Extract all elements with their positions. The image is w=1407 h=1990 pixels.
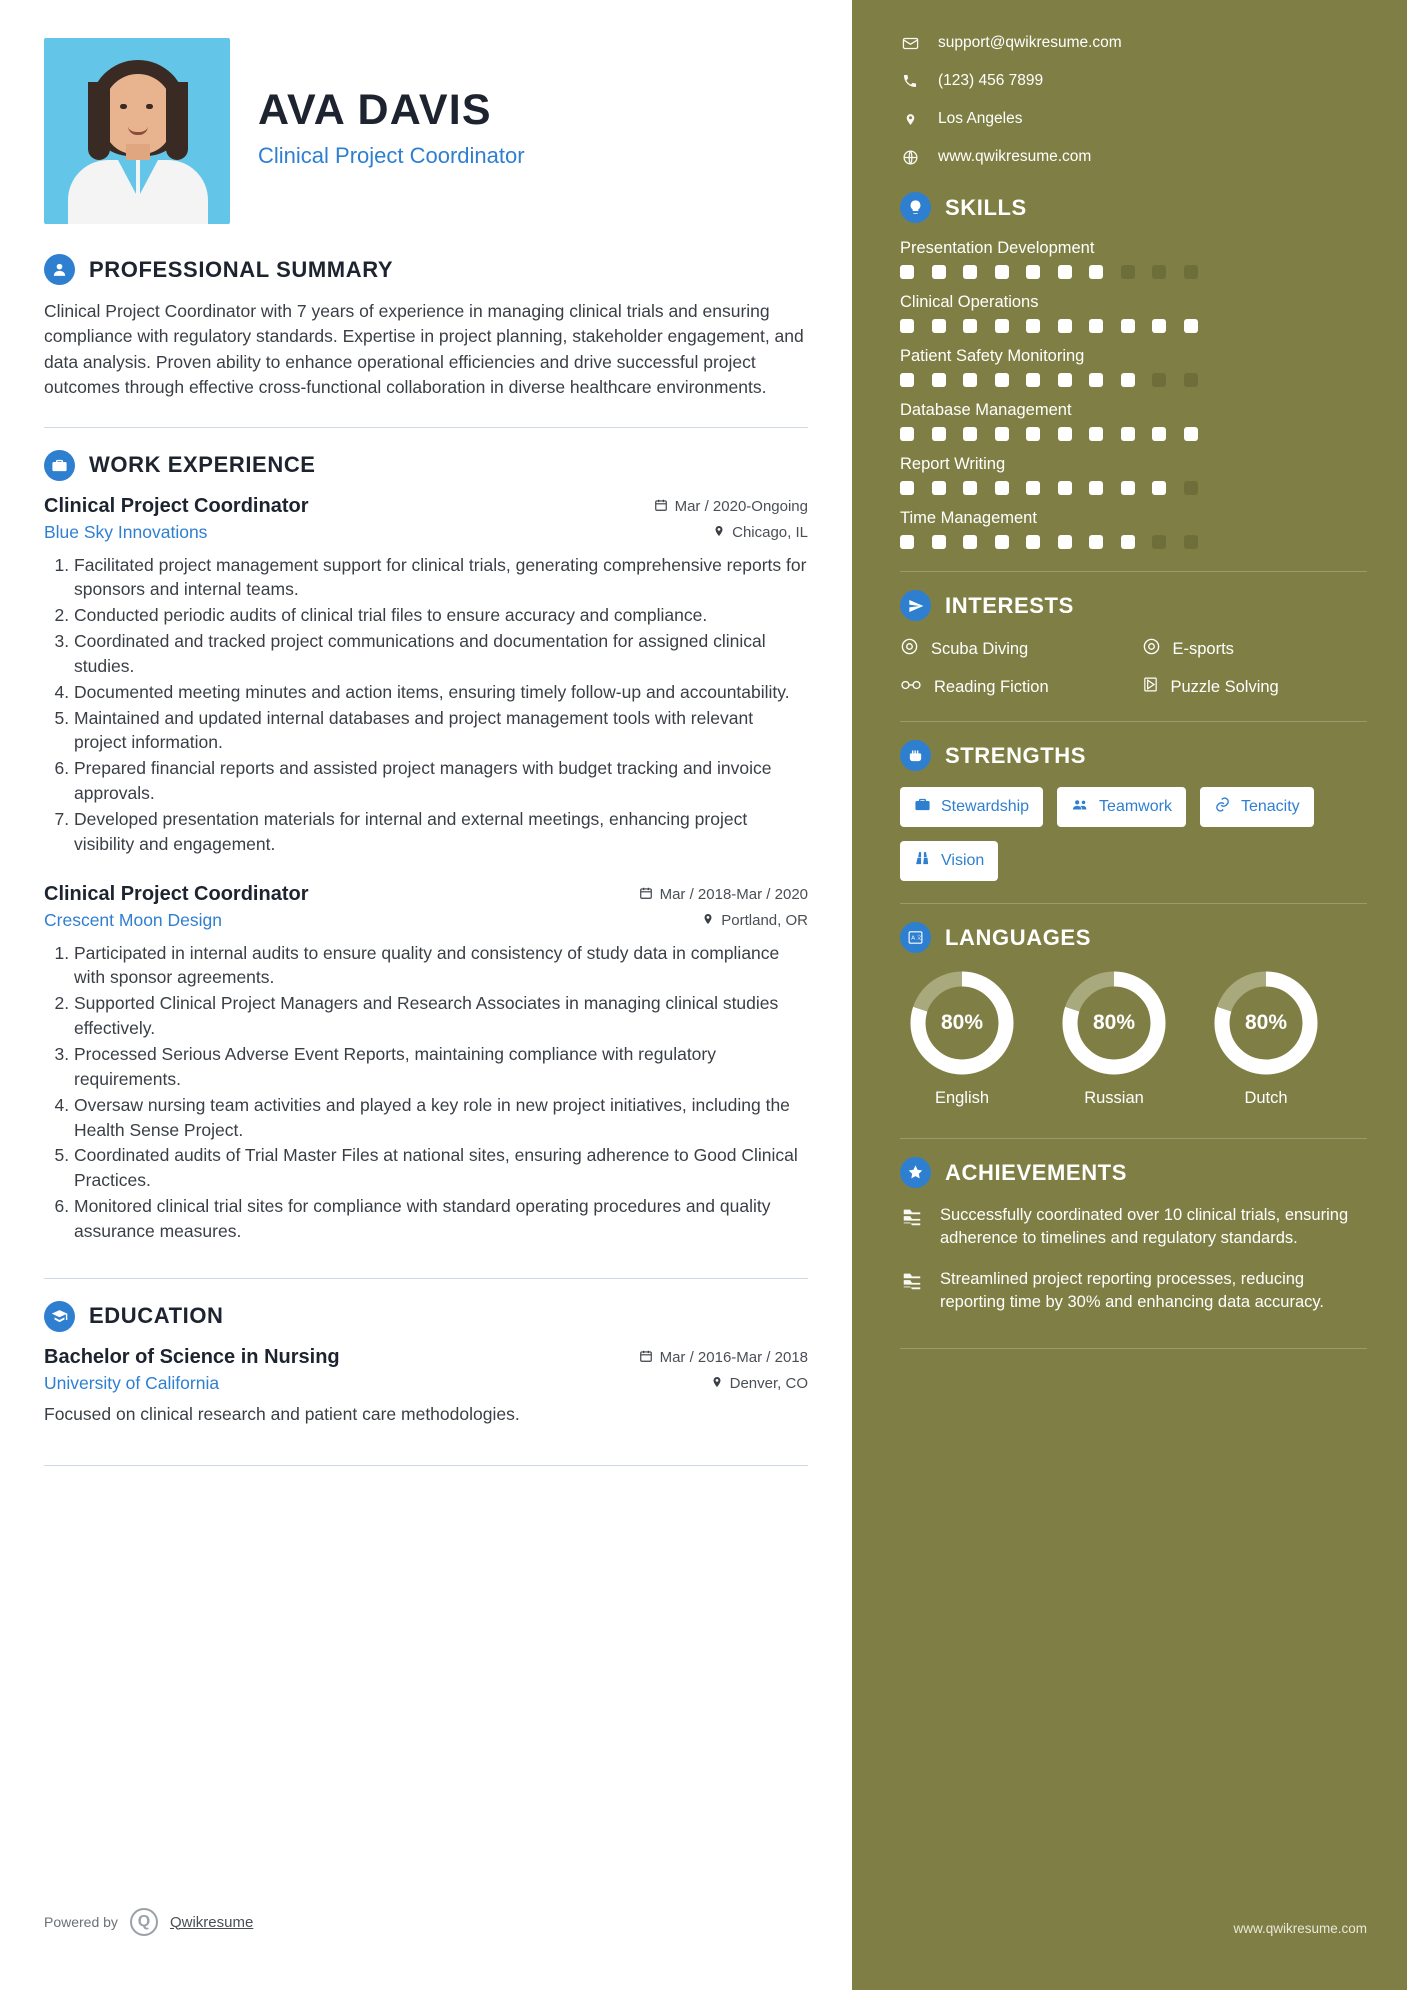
skill-rating [900,319,1367,333]
powered-by-label: Powered by [44,1914,118,1930]
summary-text: Clinical Project Coordinator with 7 years of experience in managing clinical trials and ensuring compliance with regulatory standards. Expertise in project planning, stakeholder engagement, and data analysis. Proven ability to enhance operational efficiencies and drive successful project outcomes through effective cross-functional collaboration in diverse healthcare environments. [44,301,804,398]
star-badge-icon [900,1157,931,1188]
skill-rating [900,535,1367,549]
education-school: University of California [44,1372,220,1393]
language-percent: 80% [940,1011,984,1034]
education-item [44,1346,808,1425]
list-item: 7. Developed presentation materials for internal and external meetings, enhancing project visibility and engagement. [74,807,808,857]
award-icon [900,1204,926,1250]
experience-item [44,495,808,857]
contact-value: Los Angeles [938,110,1023,127]
contact-list [900,34,1367,166]
skill-item [900,509,1367,549]
section-title: WORK EXPERIENCE [89,452,316,477]
briefcase-icon [914,796,931,818]
skill-label: Clinical Operations [900,293,1039,311]
list-item: 3. Coordinated and tracked project communications and documentation for assigned clinical studies. [74,629,808,679]
strength-label: Vision [941,852,985,869]
contact-phone[interactable] [900,72,1367,90]
section-languages [900,922,1367,1108]
job-date [639,886,808,904]
skill-label: Report Writing [900,455,1006,473]
job-date [654,498,808,516]
scuba-icon [900,637,919,661]
qwikresume-logo-icon: Q [130,1908,158,1936]
section-achievements [900,1157,1367,1314]
skill-rating [900,481,1367,495]
section-title: PROFESSIONAL SUMMARY [89,256,394,282]
contact-website[interactable] [900,148,1367,166]
contact-value: (123) 456 7899 [938,72,1044,89]
section-title: LANGUAGES [945,924,1091,950]
puzzle-icon [1142,675,1159,699]
strength-label: Tenacity [1240,798,1300,815]
skill-rating [900,265,1367,279]
job-date-text: Mar / 2018-Mar / 2020 [659,886,808,904]
job-location-text: Chicago, IL [732,524,808,541]
graduation-cap-icon [44,1301,75,1332]
powered-by-footer [44,1908,253,1936]
language-item [1052,969,1176,1108]
list-item: 1. Facilitated project management support for clinical trials, generating comprehensive reports for sponsors and internal teams. [74,553,808,603]
language-label: English [934,1089,990,1107]
resume-sidebar [852,0,1407,1990]
interest-item [1142,675,1368,699]
experience-item [44,883,808,1244]
strength-item [1200,787,1314,827]
email-icon [900,35,920,52]
strength-item [900,787,1043,827]
resume-header [44,38,808,224]
calendar-icon [654,498,668,516]
education-description: Focused on clinical research and patient care methodologies. [44,1403,520,1424]
language-item [1204,969,1328,1108]
interest-item [900,675,1126,699]
language-label: Dutch [1244,1089,1288,1107]
skill-label: Patient Safety Monitoring [900,347,1085,365]
language-item [900,969,1024,1108]
skill-label: Database Management [900,401,1072,419]
education-date [639,1349,808,1367]
pin-icon [713,524,725,542]
language-progress-ring [908,969,1016,1077]
svg-text:文: 文 [916,935,922,942]
section-title: SKILLS [945,194,1027,220]
skill-item [900,239,1367,279]
achievement-item [900,1204,1367,1250]
list-item: 5. Maintained and updated internal databases and project management tools with relevant project information. [74,706,808,756]
education-location-text: Denver, CO [729,1375,808,1393]
interest-item [1142,637,1368,661]
section-title: ACHIEVEMENTS [945,1159,1127,1185]
translate-icon [900,922,931,953]
section-title: INTERESTS [945,592,1074,618]
list-item: 6. Prepared financial reports and assisted project managers with budget tracking and invoice approvals. [74,756,808,806]
language-percent: 80% [1244,1011,1288,1034]
interest-item [900,637,1126,661]
job-company: Crescent Moon Design [44,909,222,930]
location-icon [900,111,920,128]
calendar-icon [639,886,653,904]
section-strengths [900,740,1367,881]
fist-icon [900,740,931,771]
list-item: 2. Supported Clinical Project Managers and Research Associates in managing clinical studies effectively. [74,991,808,1041]
section-education [44,1301,808,1425]
skill-label: Time Management [900,509,1037,527]
brand-link[interactable]: Qwikresume [169,1913,254,1931]
sidebar-footer-site: www.qwikresume.com [1233,1921,1367,1936]
divider [44,1278,808,1279]
skill-item [900,401,1367,441]
skill-rating [900,427,1367,441]
interest-label: Reading Fiction [934,677,1049,696]
profile-job-title: Clinical Project Coordinator [258,143,525,168]
divider [900,1348,1367,1349]
contact-email[interactable] [900,34,1367,52]
section-title: STRENGTHS [945,742,1087,768]
strength-label: Stewardship [941,798,1030,815]
section-interests [900,590,1367,699]
language-percent: 80% [1092,1011,1136,1034]
interest-label: Scuba Diving [931,639,1029,658]
team-icon [1071,796,1089,818]
section-skills [900,192,1367,549]
interest-label: E-sports [1172,639,1234,658]
section-professional-summary [44,254,808,401]
education-date-text: Mar / 2016-Mar / 2018 [659,1349,808,1367]
job-location-text: Portland, OR [721,912,808,930]
contact-location [900,110,1367,128]
calendar-icon [639,1349,653,1367]
list-item: 4. Documented meeting minutes and action items, ensuring timely follow-up and accountability. [74,680,808,705]
divider [44,427,808,428]
skill-item [900,293,1367,333]
list-item: 1. Participated in internal audits to ensure quality and consistency of study data in compliance with sponsor agreements. [74,941,808,991]
award-icon [900,1268,926,1314]
job-location [713,524,808,542]
job-date-text: Mar / 2020-Ongoing [674,498,808,515]
divider [900,721,1367,722]
achievement-item [900,1268,1367,1314]
skill-rating [900,373,1367,387]
job-location [702,912,808,930]
achievement-text: Successfully coordinated over 10 clinical trials, ensuring adherence to timelines and regulatory standards. [940,1206,1349,1248]
list-item: 4. Oversaw nursing team activities and played a key role in new project initiatives, including the Health Sense Project. [74,1093,808,1143]
globe-icon [900,149,920,166]
divider [900,1138,1367,1139]
job-company: Blue Sky Innovations [44,521,208,542]
skill-item [900,347,1367,387]
language-label: Russian [1084,1089,1144,1107]
job-bullets [44,553,808,857]
lightbulb-icon [900,192,931,223]
list-item: 2. Conducted periodic audits of clinical trial files to ensure accuracy and compliance. [74,603,808,628]
esports-icon [1142,637,1161,661]
divider [900,903,1367,904]
binoculars-icon [914,850,931,872]
interest-label: Puzzle Solving [1170,677,1279,696]
divider [900,571,1367,572]
link-icon [1214,796,1231,818]
pin-icon [711,1375,723,1393]
education-location [711,1375,808,1393]
briefcase-icon [44,450,75,481]
job-role: Clinical Project Coordinator [44,882,309,905]
job-bullets [44,941,808,1244]
skill-item [900,455,1367,495]
list-item: 3. Processed Serious Adverse Event Reports, maintaining compliance with regulatory requirements. [74,1042,808,1092]
phone-icon [900,73,920,89]
section-work-experience [44,450,808,1244]
list-item: 6. Monitored clinical trial sites for compliance with standard operating procedures and quality assurance measures. [74,1194,808,1244]
person-icon [44,254,75,285]
svg-text:A: A [911,935,916,942]
language-progress-ring [1212,969,1320,1077]
section-title: EDUCATION [89,1303,224,1329]
contact-value: www.qwikresume.com [938,148,1092,165]
list-item: 5. Coordinated audits of Trial Master Files at national sites, ensuring adherence to Good Clinical Practices. [74,1143,808,1193]
strength-item [900,841,998,881]
divider [44,1465,808,1466]
paper-plane-icon [900,590,931,621]
strength-item [1057,787,1186,827]
name-block [258,38,525,169]
pin-icon [702,912,714,930]
reading-icon [900,677,922,698]
page-title: AVA DAVIS [258,86,492,134]
job-role: Clinical Project Coordinator [44,494,309,517]
strength-label: Teamwork [1099,798,1172,815]
avatar [44,38,230,224]
education-degree: Bachelor of Science in Nursing [44,1345,340,1368]
contact-value: support@qwikresume.com [938,34,1122,51]
skill-label: Presentation Development [900,239,1095,257]
achievement-text: Streamlined project reporting processes, reducing reporting time by 30% and enhancing data accuracy. [940,1270,1325,1312]
language-progress-ring [1060,969,1168,1077]
